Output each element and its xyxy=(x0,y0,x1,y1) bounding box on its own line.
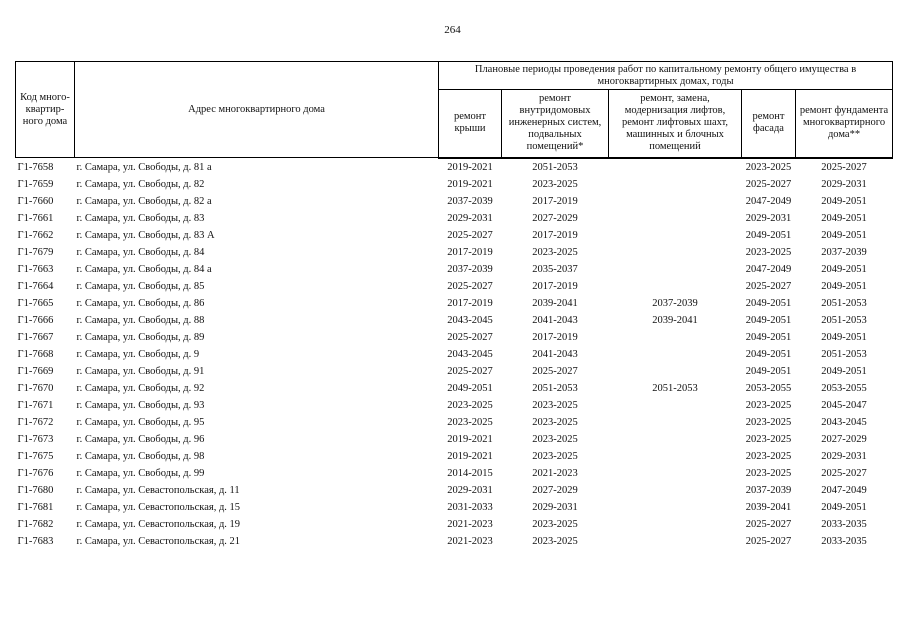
cell-elevators: 2051-2053 xyxy=(652,383,698,394)
table-header xyxy=(16,62,893,158)
cell-code: Г1-7669 xyxy=(17,366,54,377)
cell-roof: 2019-2021 xyxy=(447,179,493,190)
cell-facade: 2023-2025 xyxy=(745,434,792,445)
page-number: 264 xyxy=(444,24,461,36)
cell-address: г. Самара, ул. Севастопольская, д. 11 xyxy=(76,485,240,496)
cell-engineering: 2027-2029 xyxy=(532,485,578,496)
cell-elevators: 2037-2039 xyxy=(652,298,698,309)
header-elevators: ремонт, замена, модернизация лифтов, ремонт лифтовых шахт, машинных и блочных помещений xyxy=(609,90,742,158)
table-row xyxy=(16,534,893,551)
table-row xyxy=(16,449,893,466)
cell-roof: 2025-2027 xyxy=(447,366,493,377)
cell-address: г. Самара, ул. Свободы, д. 83 А xyxy=(76,230,215,241)
cell-code: Г1-7658 xyxy=(17,161,54,173)
cell-elevators xyxy=(609,415,742,432)
cell-code: Г1-7659 xyxy=(17,179,54,190)
table-row xyxy=(16,228,893,245)
cell-address: г. Самара, ул. Севастопольская, д. 19 xyxy=(76,519,241,530)
cell-facade: 2047-2049 xyxy=(745,196,792,207)
cell-code: Г1-7664 xyxy=(17,281,54,292)
cell-elevators xyxy=(609,398,742,415)
table-row xyxy=(16,279,893,296)
cell-foundation: 2029-2031 xyxy=(821,451,867,462)
cell-address: г. Самара, ул. Свободы, д. 95 xyxy=(76,417,205,428)
cell-engineering: 2023-2025 xyxy=(532,417,578,428)
table-row xyxy=(16,398,893,415)
cell-roof: 2014-2015 xyxy=(447,468,493,479)
cell-elevators xyxy=(609,211,742,228)
cell-code: Г1-7673 xyxy=(17,434,54,445)
cell-elevators xyxy=(609,330,742,347)
cell-facade: 2025-2027 xyxy=(745,281,792,292)
cell-address: г. Самара, ул. Свободы, д. 83 xyxy=(76,213,205,224)
cell-code: Г1-7675 xyxy=(17,451,54,462)
cell-code: Г1-7680 xyxy=(17,485,54,496)
cell-address: г. Самара, ул. Свободы, д. 86 xyxy=(76,298,205,309)
cell-facade: 2025-2027 xyxy=(745,519,792,530)
cell-roof: 2031-2033 xyxy=(447,502,493,513)
cell-engineering: 2035-2037 xyxy=(532,264,578,275)
cell-address: г. Самара, ул. Севастопольская, д. 21 xyxy=(76,536,241,547)
header-address: Адрес многоквартирного дома xyxy=(75,62,439,158)
cell-facade: 2023-2025 xyxy=(745,451,792,462)
cell-address: г. Самара, ул. Свободы, д. 81 а xyxy=(76,161,212,173)
cell-engineering: 2017-2019 xyxy=(532,230,578,241)
table-row xyxy=(16,483,893,500)
cell-code: Г1-7660 xyxy=(17,196,54,207)
cell-address: г. Самара, ул. Свободы, д. 9 xyxy=(76,349,200,360)
cell-roof: 2021-2023 xyxy=(447,519,493,530)
header-engineering: ремонт внутридомовых инженерных систем, подвальных помещений* xyxy=(502,90,609,158)
cell-foundation: 2045-2047 xyxy=(821,400,867,411)
cell-roof: 2029-2031 xyxy=(447,485,493,496)
cell-roof: 2025-2027 xyxy=(447,332,493,343)
cell-foundation: 2049-2051 xyxy=(821,366,867,377)
cell-foundation: 2049-2051 xyxy=(821,332,867,343)
cell-address: г. Самара, ул. Свободы, д. 84 xyxy=(76,247,205,258)
cell-elevators xyxy=(609,432,742,449)
cell-engineering: 2023-2025 xyxy=(532,179,578,190)
cell-foundation: 2051-2053 xyxy=(821,315,867,326)
cell-facade: 2025-2027 xyxy=(745,536,792,547)
cell-engineering: 2017-2019 xyxy=(532,281,578,292)
cell-engineering: 2021-2023 xyxy=(532,468,578,479)
cell-code: Г1-7667 xyxy=(17,332,54,343)
cell-engineering: 2023-2025 xyxy=(532,434,578,445)
table-row xyxy=(16,415,893,432)
cell-roof: 2017-2019 xyxy=(447,298,493,309)
cell-foundation: 2025-2027 xyxy=(821,162,867,173)
cell-code: Г1-7682 xyxy=(17,519,54,530)
cell-roof: 2049-2051 xyxy=(447,383,493,394)
cell-elevators xyxy=(609,364,742,381)
cell-elevators: 2039-2041 xyxy=(652,315,698,326)
cell-engineering: 2017-2019 xyxy=(532,332,578,343)
cell-address: г. Самара, ул. Свободы, д. 85 xyxy=(76,281,205,292)
cell-foundation: 2033-2035 xyxy=(821,519,867,530)
table-body xyxy=(16,158,893,551)
cell-facade: 2049-2051 xyxy=(745,366,792,377)
cell-code: Г1-7679 xyxy=(17,247,54,258)
cell-elevators xyxy=(609,500,742,517)
cell-facade: 2037-2039 xyxy=(745,485,792,496)
cell-facade: 2049-2051 xyxy=(745,298,792,309)
cell-code: Г1-7681 xyxy=(17,502,54,513)
table-row xyxy=(16,194,893,211)
header-foundation: ремонт фундамента многоквартирного дома** xyxy=(796,90,893,158)
cell-foundation: 2043-2045 xyxy=(821,417,867,428)
cell-facade: 2049-2051 xyxy=(745,332,792,343)
cell-address: г. Самара, ул. Севастопольская, д. 15 xyxy=(76,502,241,513)
header-periods-title: Плановые периоды проведения работ по капитальному ремонту общего имущества в многоквартирных домах, годы xyxy=(439,62,893,90)
cell-foundation: 2049-2051 xyxy=(821,264,867,275)
cell-facade: 2023-2025 xyxy=(745,162,792,173)
cell-facade: 2023-2025 xyxy=(745,417,792,428)
table-row xyxy=(16,330,893,347)
cell-address: г. Самара, ул. Свободы, д. 91 xyxy=(76,366,205,377)
cell-foundation: 2053-2055 xyxy=(821,383,867,394)
cell-roof: 2043-2045 xyxy=(447,315,493,326)
cell-elevators xyxy=(609,279,742,296)
cell-roof: 2019-2021 xyxy=(447,434,493,445)
cell-engineering: 2023-2025 xyxy=(532,451,578,462)
table-row xyxy=(16,158,893,177)
cell-code: Г1-7676 xyxy=(17,468,54,479)
cell-code: Г1-7670 xyxy=(17,383,54,394)
cell-engineering: 2025-2027 xyxy=(532,366,578,377)
cell-foundation: 2047-2049 xyxy=(821,485,867,496)
cell-address: г. Самара, ул. Свободы, д. 84 а xyxy=(76,264,212,275)
cell-facade: 2023-2025 xyxy=(745,400,792,411)
cell-elevators xyxy=(609,194,742,211)
cell-code: Г1-7661 xyxy=(17,213,54,224)
table-row xyxy=(16,313,893,330)
cell-foundation: 2037-2039 xyxy=(821,247,867,258)
table-row xyxy=(16,364,893,381)
cell-code: Г1-7683 xyxy=(17,536,54,547)
cell-engineering: 2041-2043 xyxy=(532,315,578,326)
table-row xyxy=(16,245,893,262)
cell-elevators xyxy=(609,449,742,466)
cell-elevators xyxy=(609,483,742,500)
cell-code: Г1-7662 xyxy=(17,230,54,241)
cell-code: Г1-7666 xyxy=(17,315,54,326)
cell-facade: 2049-2051 xyxy=(745,315,792,326)
cell-code: Г1-7663 xyxy=(17,264,54,275)
table-row xyxy=(16,466,893,483)
cell-foundation: 2049-2051 xyxy=(821,230,867,241)
cell-foundation: 2027-2029 xyxy=(821,434,867,445)
cell-foundation: 2033-2035 xyxy=(821,536,867,547)
cell-engineering: 2051-2053 xyxy=(532,162,578,173)
cell-foundation: 2049-2051 xyxy=(821,213,867,224)
cell-address: г. Самара, ул. Свободы, д. 82 а xyxy=(76,196,212,207)
cell-elevators xyxy=(609,534,742,551)
cell-engineering: 2041-2043 xyxy=(532,349,578,360)
cell-facade: 2023-2025 xyxy=(745,247,792,258)
cell-address: г. Самара, ул. Свободы, д. 96 xyxy=(76,434,205,445)
cell-address: г. Самара, ул. Свободы, д. 89 xyxy=(76,332,205,343)
cell-facade: 2049-2051 xyxy=(745,349,792,360)
cell-roof: 2023-2025 xyxy=(447,417,493,428)
cell-roof: 2019-2021 xyxy=(447,162,493,173)
cell-facade: 2029-2031 xyxy=(745,213,792,224)
cell-elevators xyxy=(609,262,742,279)
cell-facade: 2023-2025 xyxy=(745,468,792,479)
cell-roof: 2025-2027 xyxy=(447,281,493,292)
cell-foundation: 2025-2027 xyxy=(821,468,867,479)
cell-code: Г1-7665 xyxy=(17,298,54,309)
table-row xyxy=(16,211,893,228)
cell-address: г. Самара, ул. Свободы, д. 99 xyxy=(76,468,205,479)
table-row xyxy=(16,347,893,364)
cell-roof: 2021-2023 xyxy=(447,536,493,547)
cell-code: Г1-7668 xyxy=(17,349,54,360)
cell-foundation: 2049-2051 xyxy=(821,502,867,513)
cell-facade: 2047-2049 xyxy=(745,264,792,275)
table-row xyxy=(16,500,893,517)
table-row xyxy=(16,432,893,449)
cell-roof: 2037-2039 xyxy=(447,264,493,275)
cell-foundation: 2049-2051 xyxy=(821,196,867,207)
cell-facade: 2049-2051 xyxy=(745,230,792,241)
cell-code: Г1-7672 xyxy=(17,417,54,428)
cell-engineering: 2029-2031 xyxy=(532,502,578,513)
cell-roof: 2029-2031 xyxy=(447,213,493,224)
cell-address: г. Самара, ул. Свободы, д. 93 xyxy=(76,400,205,411)
cell-engineering: 2051-2053 xyxy=(532,383,578,394)
cell-roof: 2043-2045 xyxy=(447,349,493,360)
table-row xyxy=(16,177,893,194)
cell-roof: 2037-2039 xyxy=(447,196,493,207)
table-row xyxy=(16,296,893,313)
cell-elevators xyxy=(609,245,742,262)
cell-facade: 2053-2055 xyxy=(745,383,792,394)
cell-foundation: 2051-2053 xyxy=(821,298,867,309)
table-row xyxy=(16,262,893,279)
cell-address: г. Самара, ул. Свободы, д. 92 xyxy=(76,383,205,394)
cell-elevators xyxy=(609,347,742,364)
cell-engineering: 2023-2025 xyxy=(532,519,578,530)
cell-address: г. Самара, ул. Свободы, д. 98 xyxy=(76,451,205,462)
cell-engineering: 2023-2025 xyxy=(532,536,578,547)
table-row xyxy=(16,517,893,534)
cell-facade: 2025-2027 xyxy=(745,179,792,190)
cell-engineering: 2017-2019 xyxy=(532,196,578,207)
cell-roof: 2023-2025 xyxy=(447,400,493,411)
header-code: Код много-квартир-ного дома xyxy=(16,62,75,158)
header-roof: ремонт крыши xyxy=(439,90,502,158)
repair-schedule-table xyxy=(15,61,893,551)
cell-engineering: 2023-2025 xyxy=(532,247,578,258)
cell-foundation: 2029-2031 xyxy=(821,179,867,190)
cell-roof: 2017-2019 xyxy=(447,247,493,258)
header-facade: ремонт фасада xyxy=(742,90,796,158)
cell-elevators xyxy=(609,228,742,245)
table-row xyxy=(16,381,893,398)
cell-address: г. Самара, ул. Свободы, д. 82 xyxy=(76,179,205,190)
cell-elevators xyxy=(609,517,742,534)
cell-elevators xyxy=(609,177,742,194)
cell-roof: 2019-2021 xyxy=(447,451,493,462)
cell-engineering: 2027-2029 xyxy=(532,213,578,224)
cell-code: Г1-7671 xyxy=(17,400,54,411)
cell-elevators xyxy=(609,466,742,483)
cell-foundation: 2051-2053 xyxy=(821,349,867,360)
cell-engineering: 2023-2025 xyxy=(532,400,578,411)
cell-facade: 2039-2041 xyxy=(745,502,792,513)
cell-engineering: 2039-2041 xyxy=(532,298,578,309)
cell-elevators xyxy=(609,158,742,177)
cell-foundation: 2049-2051 xyxy=(821,281,867,292)
cell-roof: 2025-2027 xyxy=(447,230,493,241)
cell-address: г. Самара, ул. Свободы, д. 88 xyxy=(76,315,205,326)
